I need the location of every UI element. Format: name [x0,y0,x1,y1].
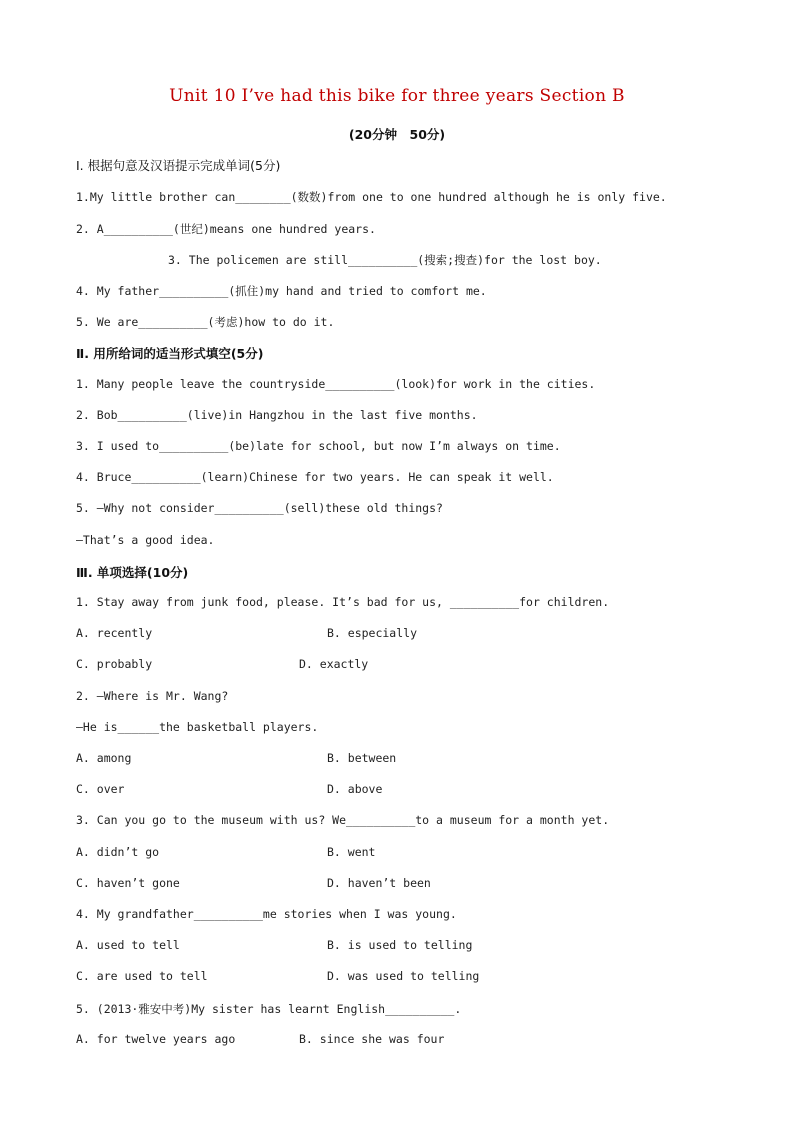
q5-option-b: B. since she was four [299,1032,445,1046]
q4-option-c: C. are used to tell [76,969,208,983]
section-3-heading: Ⅲ. 单项选择(10分) [76,565,189,580]
s1-item-4: 4. My father__________(抓住)my hand and tried to comfort me. [76,284,487,298]
q2-stem-reply: —He is______the basketball players. [76,720,319,734]
q4-option-d: D. was used to telling [327,969,480,983]
q3-stem: 3. Can you go to the museum with us? We__________to a museum for a month yet. [76,813,610,827]
q2-option-c: C. over [76,782,125,796]
worksheet-subtitle: (20分钟 50分) [348,127,446,142]
s1-item-5: 5. We are__________(考虑)how to do it. [76,315,335,329]
q5-option-a: A. for twelve years ago [76,1032,236,1046]
q2-option-a: A. among [76,751,132,765]
q4-option-b: B. is used to telling [327,938,473,952]
s2-item-3: 3. I used to__________(be)late for school, but now I’m always on time. [76,439,561,453]
s1-item-3: 3. The policemen are still__________(搜索;搜查)for the lost boy. [168,253,602,267]
q3-option-d: D. haven’t been [327,876,431,890]
q3-option-a: A. didn’t go [76,845,160,859]
q2-option-d: D. above [327,782,383,796]
q4-stem: 4. My grandfather__________me stories when I was young. [76,907,457,921]
worksheet-title: Unit 10 I’ve had this bike for three years Section B [169,86,625,106]
s2-item-5: 5. —Why not consider__________(sell)these old things? [76,501,443,515]
s2-item-4: 4. Bruce__________(learn)Chinese for two years. He can speak it well. [76,470,554,484]
q2-stem: 2. —Where is Mr. Wang? [76,689,229,703]
q3-option-b: B. went [327,845,376,859]
s2-item-5-reply: —That’s a good idea. [76,533,215,547]
q4-option-a: A. used to tell [76,938,180,952]
q1-option-a: A. recently [76,626,153,640]
s2-item-2: 2. Bob__________(live)in Hangzhou in the last five months. [76,408,478,422]
s1-item-2: 2. A__________(世纪)means one hundred years. [76,222,376,236]
s1-item-1: 1.My little brother can________(数数)from one to one hundred although he is only five. [76,190,667,204]
section-1-heading: Ⅰ. 根据句意及汉语提示完成单词(5分) [76,158,281,173]
q5-stem: 5. (2013·雅安中考)My sister has learnt English__________. [76,1002,462,1016]
q1-stem: 1. Stay away from junk food, please. It’s bad for us, __________for children. [76,595,610,609]
q1-option-d: D. exactly [299,657,369,671]
q1-option-b: B. especially [327,626,418,640]
q3-option-c: C. haven’t gone [76,876,180,890]
q2-option-b: B. between [327,751,397,765]
section-2-heading: Ⅱ. 用所给词的适当形式填空(5分) [76,346,264,361]
q1-option-c: C. probably [76,657,153,671]
s2-item-1: 1. Many people leave the countryside__________(look)for work in the cities. [76,377,596,391]
